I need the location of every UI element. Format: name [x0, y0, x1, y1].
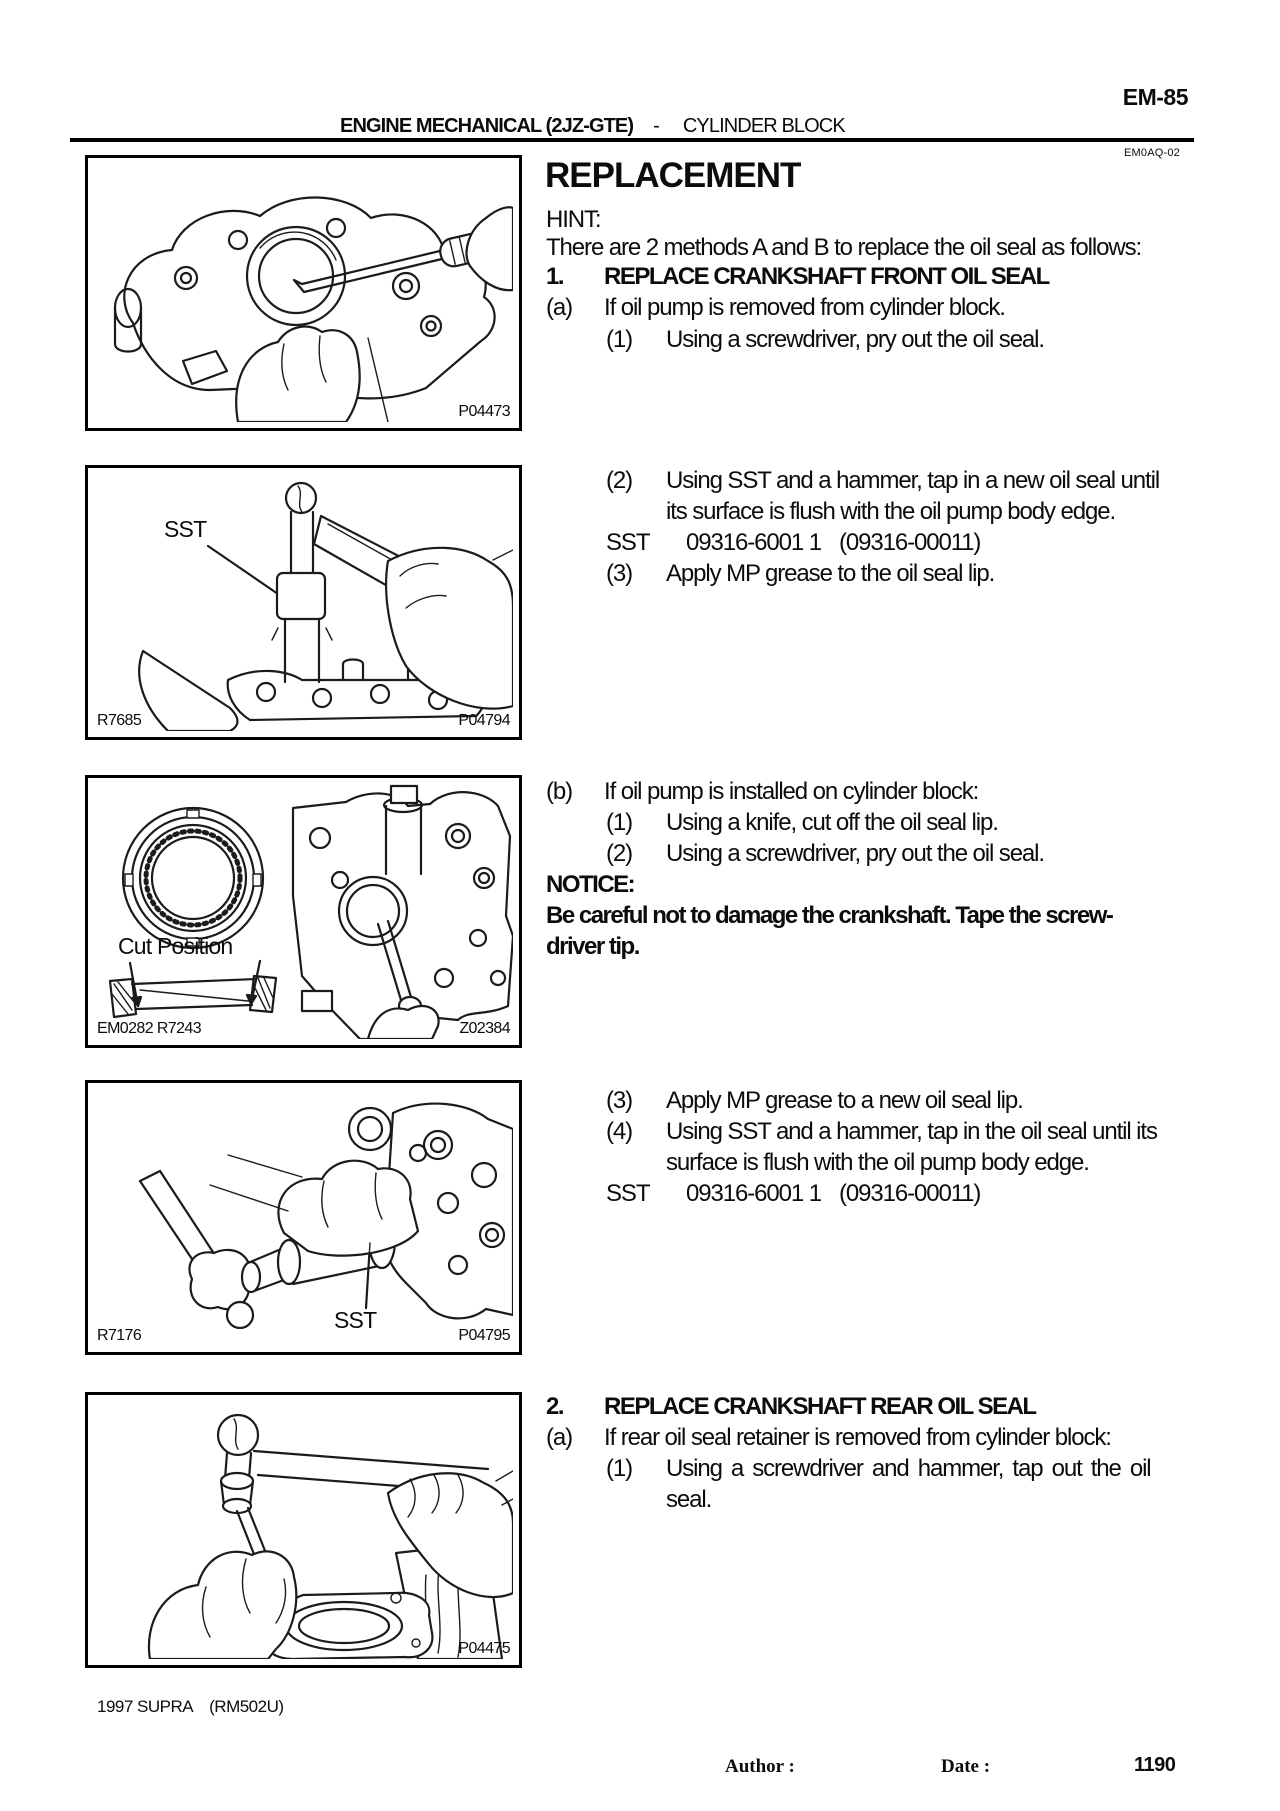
step-1b4-number: (4): [606, 1118, 633, 1145]
footer-page-number: 1190: [1134, 1754, 1176, 1776]
notice-label: NOTICE:: [546, 871, 635, 898]
step-1a1-number: (1): [606, 326, 633, 353]
step-1a1: [606, 326, 1044, 355]
figure-3-cut-position-callout: Cut Position: [118, 933, 233, 959]
sst-label-2: SST: [606, 1180, 650, 1207]
sst-part-number-1: 09316-6001 1: [686, 529, 821, 556]
step-2-number: 2.: [546, 1393, 564, 1420]
document-code: EM0AQ-02: [1123, 147, 1180, 159]
step-1-heading-text: REPLACE CRANKSHAFT FRONT OIL SEAL: [604, 263, 1049, 290]
step-1a3: [606, 560, 994, 589]
step-2a1-number: (1): [606, 1455, 633, 1482]
figure-2-sst-callout: SST: [164, 516, 207, 542]
figure-4-illustration: [88, 1083, 513, 1346]
figure-4-photo-code: P04795: [458, 1327, 510, 1344]
step-1a1-text: Using a screwdriver, pry out the oil seal.: [666, 326, 1044, 353]
figure-4: [85, 1080, 522, 1355]
step-1b: [546, 778, 978, 807]
figure-3-illustration: [88, 778, 513, 1039]
figure-3: [85, 775, 522, 1048]
step-2a1-text-line2: seal.: [666, 1486, 712, 1513]
step-1b-text: If oil pump is installed on cylinder block:: [604, 778, 979, 805]
figure-5-photo-code: P04475: [458, 1640, 510, 1657]
figure-2-illustration: [88, 468, 513, 731]
sst-label-1: SST: [606, 529, 650, 556]
footer-model-line: [97, 1697, 284, 1717]
running-header: [340, 115, 845, 138]
sst-spec-2: [606, 1180, 980, 1209]
step-2a: [546, 1424, 1111, 1453]
footer-model: 1997 SUPRA: [97, 1697, 194, 1716]
figure-5-illustration: [88, 1395, 513, 1659]
step-1a2-number: (2): [606, 467, 633, 494]
footer-date-label: Date :: [941, 1756, 991, 1777]
step-1a: [546, 294, 1005, 323]
step-1a-number: (a): [546, 294, 573, 321]
figure-3-ref-code: EM0282 R7243: [97, 1020, 201, 1037]
page-code: EM-85: [1122, 84, 1188, 110]
header-rule: [70, 138, 1194, 142]
step-1b1: [606, 809, 998, 838]
notice-text-line2: driver tip.: [546, 933, 639, 960]
header-section: ENGINE MECHANICAL (2JZ-GTE): [340, 115, 634, 137]
step-2a1: [606, 1455, 1151, 1484]
step-1b4-text-line1: Using SST and a hammer, tap in the oil seal until its: [666, 1118, 1157, 1145]
figure-1-photo-code: P04473: [458, 403, 510, 420]
hint-label: HINT:: [546, 206, 601, 233]
figure-2: [85, 465, 522, 740]
step-2a-number: (a): [546, 1424, 573, 1451]
step-1b2-number: (2): [606, 840, 633, 867]
notice-text-line1: Be careful not to damage the crankshaft. Tape the screw-: [546, 902, 1113, 929]
figure-3-photo-code: Z02384: [459, 1020, 510, 1037]
sst-alt-number-1: (09316-00011): [838, 529, 981, 556]
step-1b4: [606, 1118, 1157, 1147]
step-1b3-text: Apply MP grease to a new oil seal lip.: [666, 1087, 1023, 1114]
step-2-heading: [546, 1393, 1036, 1422]
step-1b3-number: (3): [606, 1087, 633, 1114]
step-1a2-text-line2: its surface is flush with the oil pump body edge.: [666, 498, 1116, 525]
figure-1-illustration: [88, 158, 513, 422]
figure-4-sst-callout: SST: [334, 1307, 377, 1333]
step-1b-number: (b): [546, 778, 573, 805]
step-1b1-number: (1): [606, 809, 633, 836]
figure-5: [85, 1392, 522, 1668]
step-1b2-text: Using a screwdriver, pry out the oil seal.: [666, 840, 1044, 867]
step-1-heading: [546, 263, 1049, 292]
step-1-number: 1.: [546, 263, 564, 290]
header-subsection: CYLINDER BLOCK: [682, 115, 845, 137]
step-1a2: [606, 467, 1159, 496]
step-1a2-text-line1: Using SST and a hammer, tap in a new oil seal until: [666, 467, 1160, 494]
step-1b2: [606, 840, 1044, 869]
page-title: REPLACEMENT: [545, 156, 801, 195]
step-1b1-text: Using a knife, cut off the oil seal lip.: [666, 809, 998, 836]
figure-4-ref-code: R7176: [97, 1327, 142, 1344]
figure-1: [85, 155, 522, 431]
step-1a-text: If oil pump is removed from cylinder block.: [604, 294, 1005, 321]
footer-manual-code: (RM502U): [209, 1697, 284, 1716]
step-2-heading-text: REPLACE CRANKSHAFT REAR OIL SEAL: [604, 1393, 1036, 1420]
step-1a3-number: (3): [606, 560, 633, 587]
step-2a-text: If rear oil seal retainer is removed from cylinder block:: [604, 1424, 1111, 1451]
step-1a3-text: Apply MP grease to the oil seal lip.: [666, 560, 995, 587]
figure-2-photo-code: P04794: [458, 712, 510, 729]
sst-alt-number-2: (09316-00011): [838, 1180, 981, 1207]
header-separator: -: [653, 115, 659, 137]
sst-part-number-2: 09316-6001 1: [686, 1180, 821, 1207]
step-1b4-text-line2: surface is flush with the oil pump body edge.: [666, 1149, 1089, 1176]
footer-author-label: Author :: [725, 1756, 795, 1777]
sst-spec-1: [606, 529, 980, 558]
step-2a1-text-line1: Using a screwdriver and hammer, tap out the oil: [666, 1455, 1151, 1482]
step-1b3: [606, 1087, 1023, 1116]
hint-text: There are 2 methods A and B to replace the oil seal as follows:: [546, 234, 1142, 261]
figure-2-ref-code: R7685: [97, 712, 142, 729]
